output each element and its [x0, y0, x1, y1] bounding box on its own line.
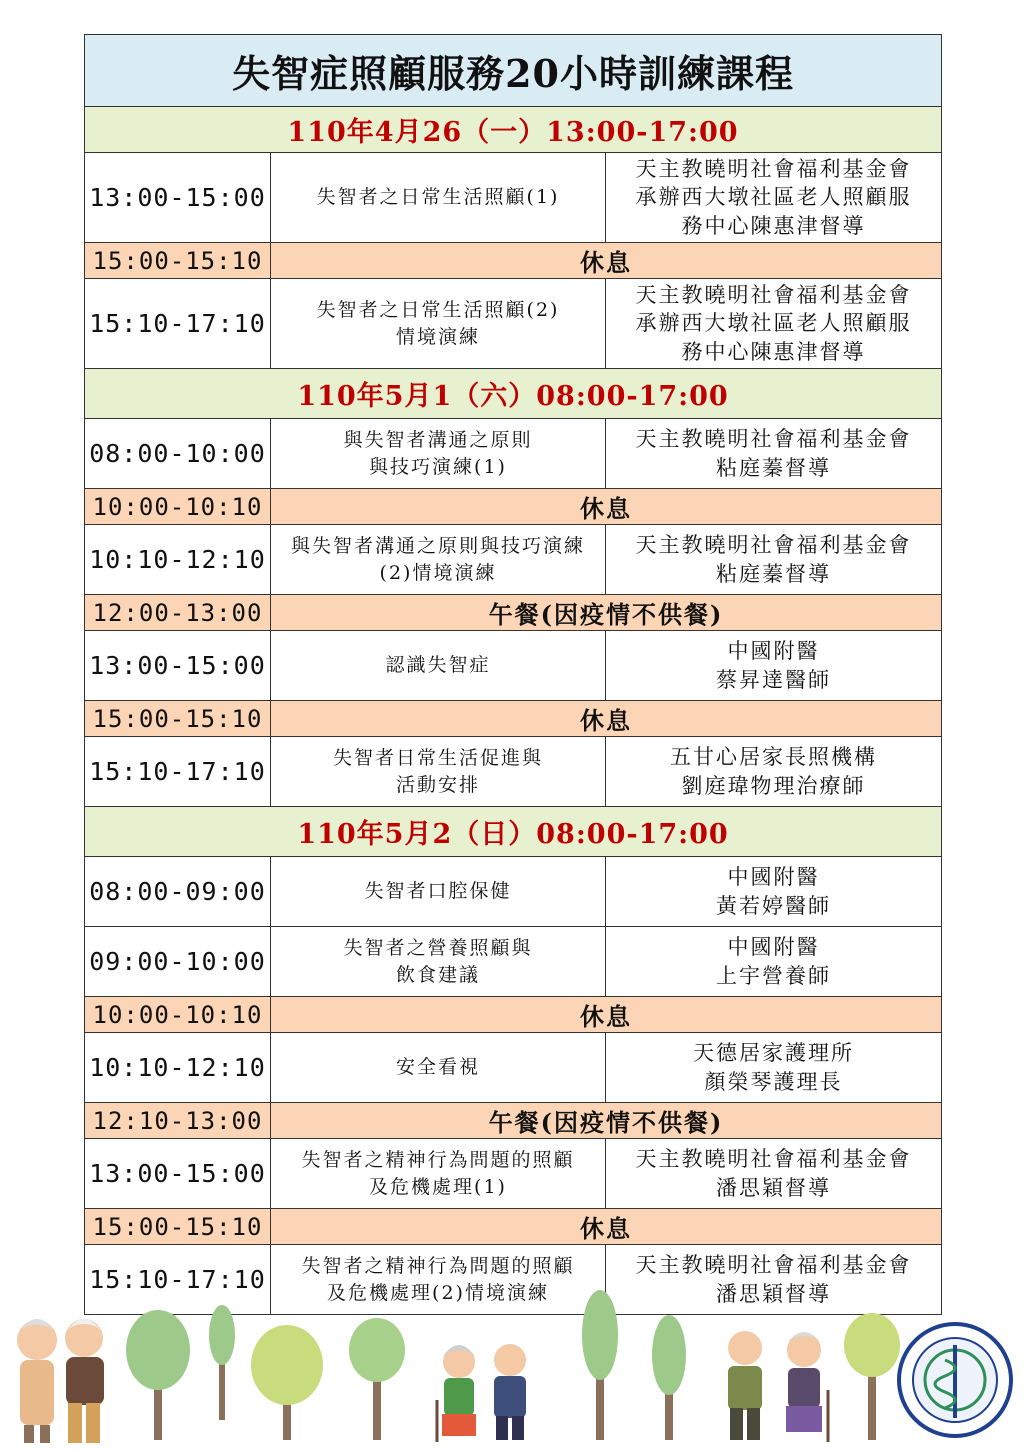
- instructor-line: 顏榮琴護理長: [704, 1069, 843, 1094]
- instructor-line: 天德居家護理所: [693, 1041, 854, 1066]
- instructor-line: 中國附醫: [727, 865, 820, 890]
- instructor-line: 天主教曉明社會福利基金會: [635, 283, 912, 308]
- course-topic: [271, 153, 606, 243]
- course-topic: [271, 1245, 606, 1315]
- instructor-line: 務中心陳惠津督導: [681, 339, 866, 364]
- session-row: [85, 525, 942, 595]
- break-row: [85, 489, 942, 525]
- time-slot: 08:00-10:00: [85, 419, 271, 489]
- time-slot: 15:10-17:10: [85, 279, 271, 369]
- instructor: [606, 153, 942, 243]
- instructor-line: 務中心陳惠津督導: [681, 213, 866, 238]
- course-topic-line: 安全看視: [395, 1056, 480, 1079]
- time-slot: 13:00-15:00: [85, 1139, 271, 1209]
- time-slot: 13:00-15:00: [85, 631, 271, 701]
- course-topic-line: 認識失智症: [385, 654, 491, 677]
- time-slot: 15:10-17:10: [85, 1245, 271, 1315]
- instructor-line: 潘思穎督導: [716, 1281, 831, 1306]
- date-row: [85, 369, 942, 419]
- break-row: [85, 595, 942, 631]
- time-slot: 15:00-15:10: [85, 1209, 271, 1245]
- instructor-line: 天主教曉明社會福利基金會: [635, 1253, 912, 1278]
- session-row: [85, 631, 942, 701]
- date-row: [85, 107, 942, 153]
- course-topic: [271, 279, 606, 369]
- time-slot: 12:00-13:00: [85, 595, 271, 631]
- course-topic-line: 及危機處理(1): [369, 1175, 507, 1198]
- session-row: [85, 279, 942, 369]
- instructor-line: 劉庭瑋物理治療師: [681, 773, 866, 798]
- instructor-line: 潘思穎督導: [716, 1175, 831, 1200]
- course-topic-line: 與技巧演練(1): [369, 455, 507, 478]
- instructor-line: 天主教曉明社會福利基金會: [635, 533, 912, 558]
- title-row: [85, 35, 942, 107]
- course-topic: [271, 1139, 606, 1209]
- time-slot: 10:00-10:10: [85, 489, 271, 525]
- time-slot: 09:00-10:00: [85, 927, 271, 997]
- instructor: [606, 927, 942, 997]
- break-label: 午餐(因疫情不供餐): [271, 595, 942, 631]
- instructor-line: 天主教曉明社會福利基金會: [635, 427, 912, 452]
- course-topic-line: 飲食建議: [395, 963, 480, 986]
- course-topic-line: 失智者之日常生活照顧(2): [316, 298, 560, 321]
- course-topic-line: 失智者之精神行為問題的照顧: [301, 1148, 575, 1171]
- course-topic-line: 與失智者溝通之原則: [343, 428, 533, 451]
- time-slot: 15:00-15:10: [85, 701, 271, 737]
- course-topic-line: 及危機處理(2)情境演練: [327, 1281, 549, 1304]
- instructor-line: 蔡昇達醫師: [716, 667, 831, 692]
- time-slot: 10:10-12:10: [85, 525, 271, 595]
- session-row: [85, 419, 942, 489]
- course-topic-line: 失智者之營養照顧與: [343, 936, 533, 959]
- date-row: [85, 807, 942, 857]
- instructor-line: 上宇營養師: [716, 963, 831, 988]
- time-slot: 15:10-17:10: [85, 737, 271, 807]
- time-slot: 12:10-13:00: [85, 1103, 271, 1139]
- instructor-line: 承辦西大墩社區老人照顧服: [635, 185, 912, 210]
- instructor: [606, 419, 942, 489]
- course-topic-line: 情境演練: [395, 325, 480, 348]
- break-row: [85, 1209, 942, 1245]
- instructor-line: 五甘心居家長照機構: [670, 745, 877, 770]
- break-label: 休息: [271, 489, 942, 525]
- instructor: [606, 1139, 942, 1209]
- break-label: 休息: [271, 243, 942, 279]
- course-topic-line: 失智者口腔保健: [364, 880, 512, 903]
- session-row: [85, 927, 942, 997]
- instructor: [606, 279, 942, 369]
- instructor: [606, 1245, 942, 1315]
- session-row: [85, 1139, 942, 1209]
- course-topic: [271, 857, 606, 927]
- break-row: [85, 243, 942, 279]
- session-row: [85, 153, 942, 243]
- course-topic-line: (2)情境演練: [379, 561, 497, 584]
- schedule-table: [84, 34, 942, 1315]
- break-label: 午餐(因疫情不供餐): [271, 1103, 942, 1139]
- course-topic: [271, 525, 606, 595]
- elderly-couple-illustration-left: [17, 1319, 104, 1443]
- instructor-line: 中國附醫: [727, 639, 820, 664]
- course-topic: [271, 1033, 606, 1103]
- break-row: [85, 997, 942, 1033]
- date-header: 110年5月2（日）08:00-17:00: [85, 807, 942, 857]
- time-slot: 13:00-15:00: [85, 153, 271, 243]
- break-row: [85, 701, 942, 737]
- instructor-line: 天主教曉明社會福利基金會: [635, 1147, 912, 1172]
- page-title: 失智症照顧服務20小時訓練課程: [85, 35, 942, 107]
- time-slot: 10:10-12:10: [85, 1033, 271, 1103]
- session-row: [85, 857, 942, 927]
- date-header: 110年4月26（一）13:00-17:00: [85, 107, 942, 153]
- instructor-line: 中國附醫: [727, 935, 820, 960]
- break-row: [85, 1103, 942, 1139]
- instructor-line: 黃若婷醫師: [716, 893, 831, 918]
- course-topic-line: 與失智者溝通之原則與技巧演練: [290, 534, 585, 557]
- instructor-line: 承辦西大墩社區老人照顧服: [635, 311, 912, 336]
- time-slot: 15:00-15:10: [85, 243, 271, 279]
- instructor-line: 天主教曉明社會福利基金會: [635, 157, 912, 181]
- break-label: 休息: [271, 1209, 942, 1245]
- elderly-couple-illustration-middle: [437, 1344, 526, 1442]
- instructor-line: 粘庭蓁督導: [716, 561, 831, 586]
- break-label: 休息: [271, 997, 942, 1033]
- course-topic-line: 失智者日常生活促進與: [332, 746, 543, 769]
- session-row: [85, 737, 942, 807]
- course-topic: [271, 631, 606, 701]
- break-label: 休息: [271, 701, 942, 737]
- instructor: [606, 857, 942, 927]
- course-topic-line: 活動安排: [395, 773, 480, 796]
- course-topic-line: 失智者之精神行為問題的照顧: [301, 1254, 575, 1277]
- instructor-line: 粘庭蓁督導: [716, 455, 831, 480]
- course-topic: [271, 737, 606, 807]
- course-topic: [271, 419, 606, 489]
- session-row: [85, 1245, 942, 1315]
- instructor: [606, 525, 942, 595]
- time-slot: 10:00-10:10: [85, 997, 271, 1033]
- session-row: [85, 1033, 942, 1103]
- course-topic: [271, 927, 606, 997]
- instructor: [606, 1033, 942, 1103]
- date-header: 110年5月1（六）08:00-17:00: [85, 369, 942, 419]
- time-slot: 08:00-09:00: [85, 857, 271, 927]
- hospital-logo: [899, 1324, 1011, 1436]
- course-topic-line: 失智者之日常生活照顧(1): [316, 186, 560, 209]
- elderly-couple-illustration-right: [728, 1331, 828, 1442]
- instructor: [606, 631, 942, 701]
- instructor: [606, 737, 942, 807]
